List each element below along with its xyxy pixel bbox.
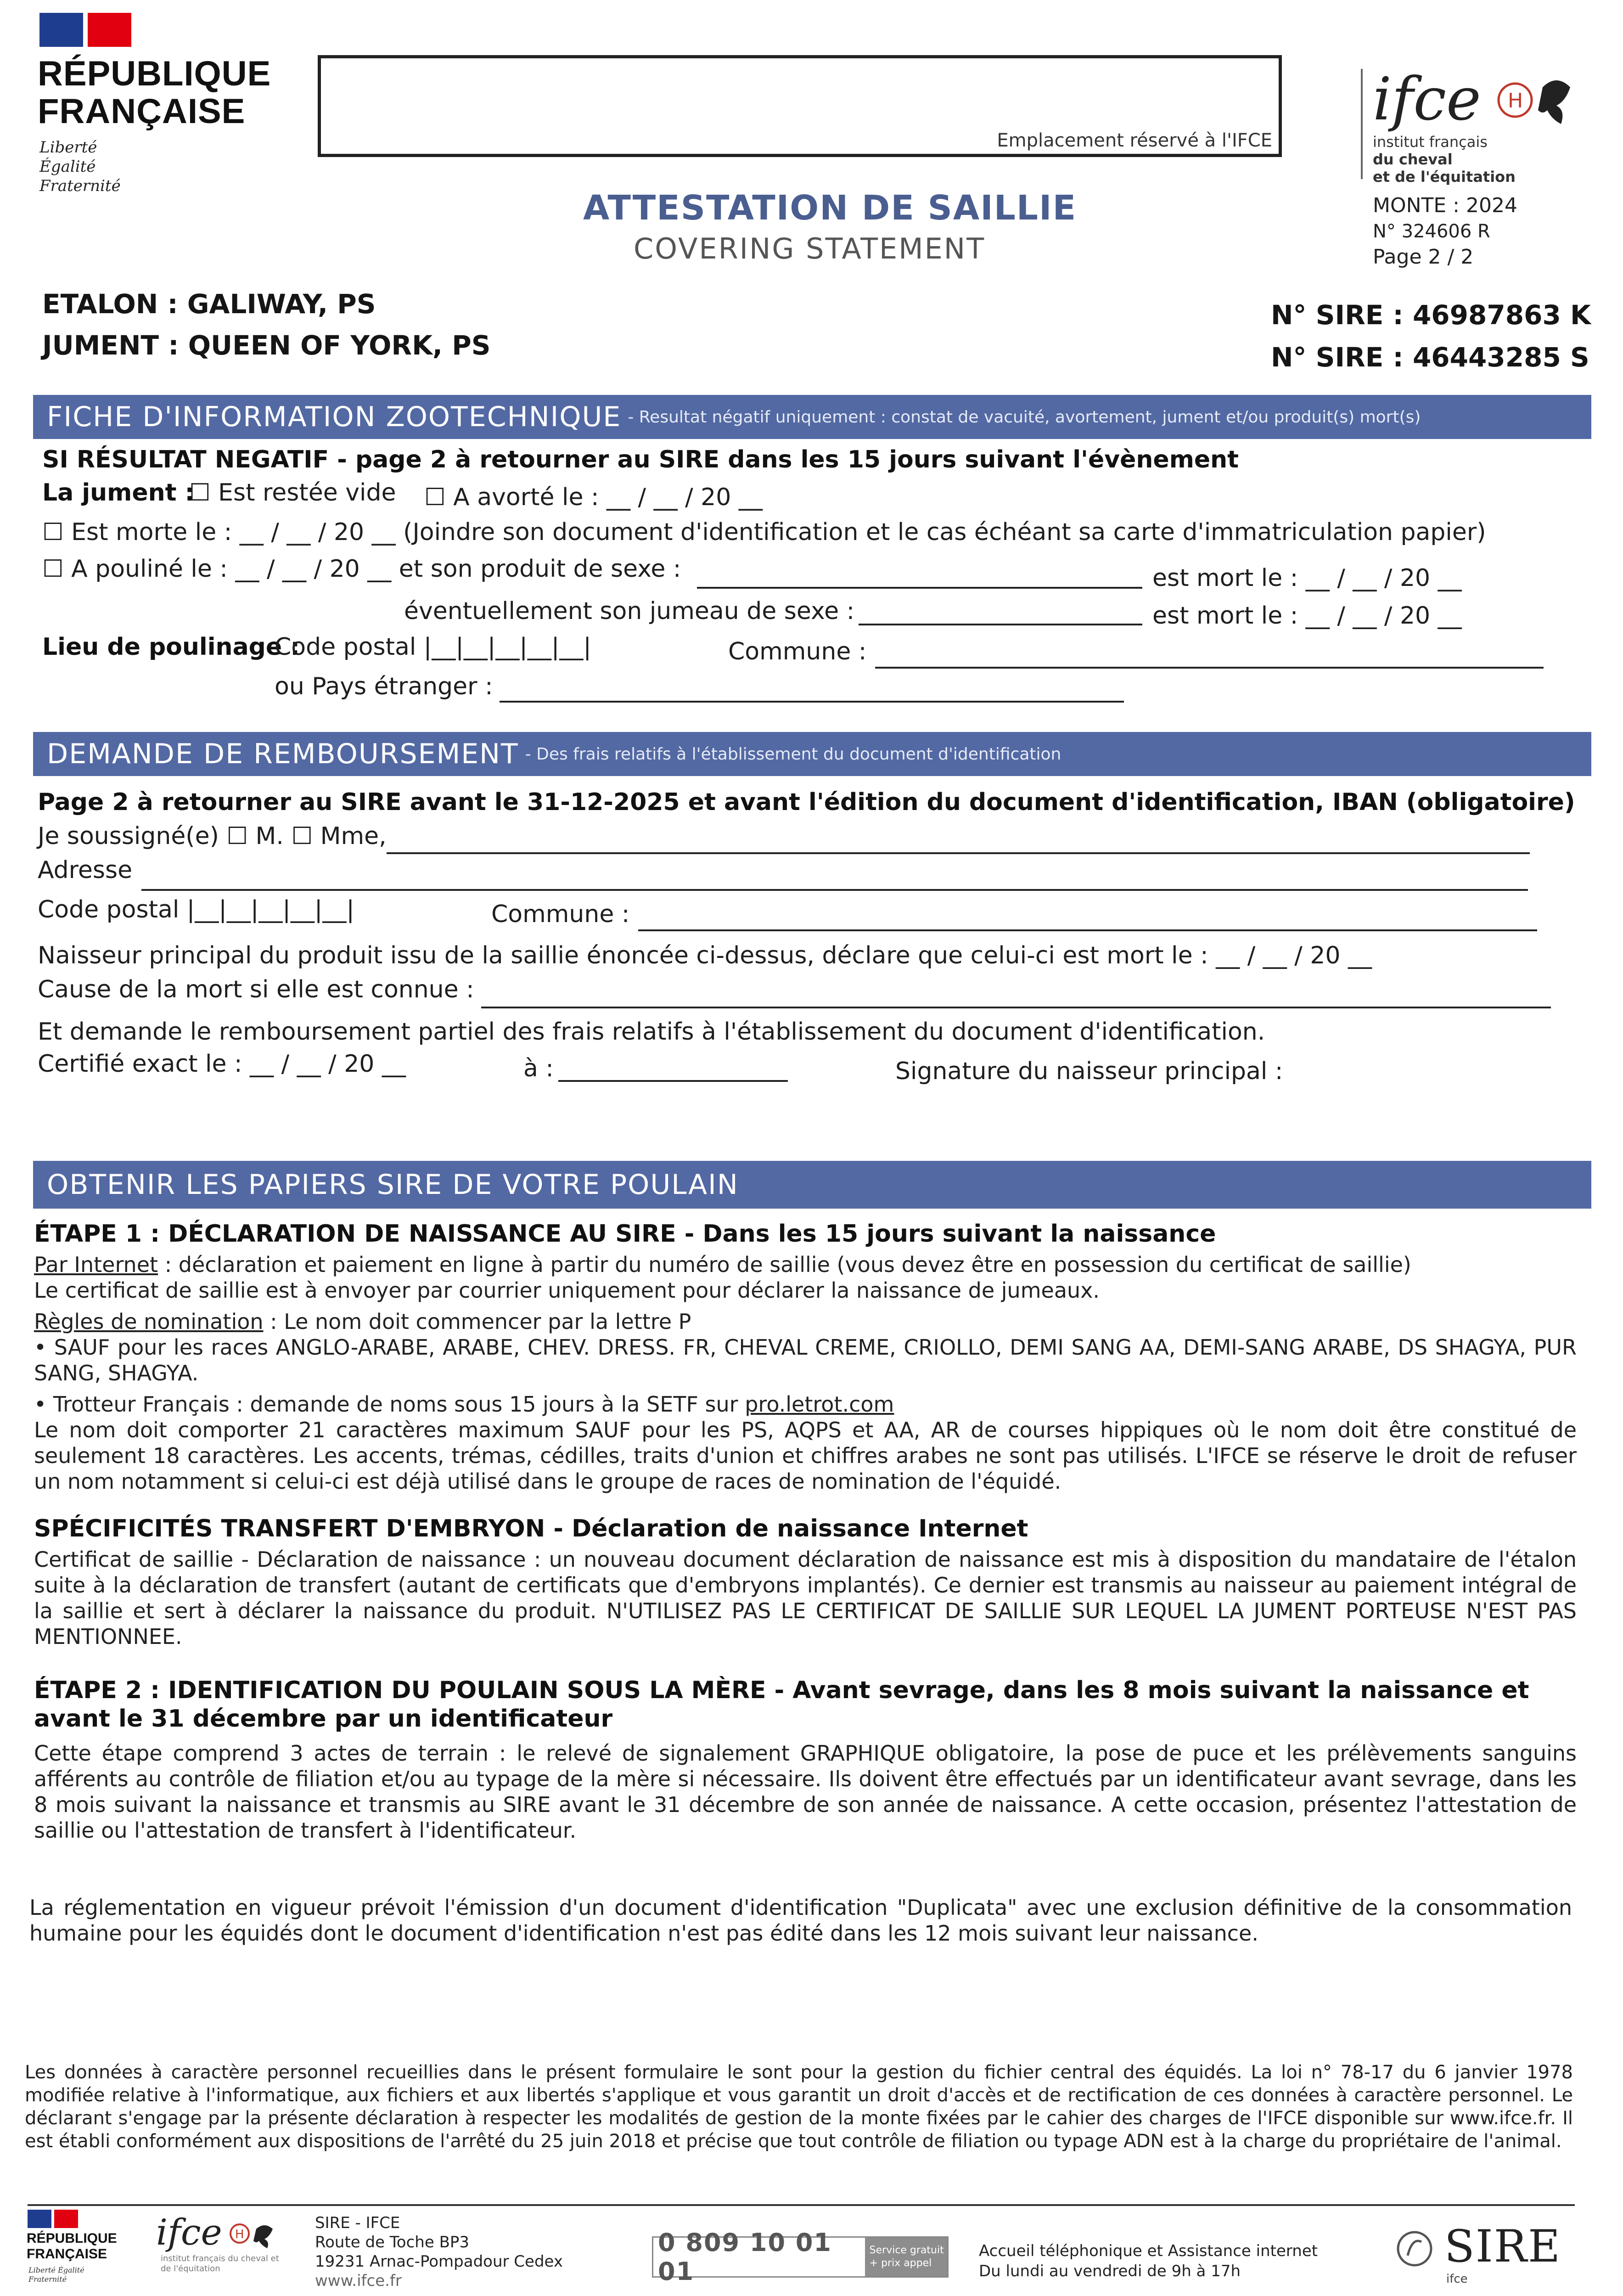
letrot-link[interactable]: pro.letrot.com — [745, 1392, 894, 1417]
footer-ifce-emblem — [229, 2221, 279, 2248]
cause-mort-label: Cause de la mort si elle est connue : — [38, 976, 474, 1003]
jument-name: JUMENT : QUEEN OF YORK, PS — [42, 330, 491, 361]
trotteur-text: • Trotteur Français : demande de noms sous 15 jours à la SETF sur — [34, 1392, 745, 1417]
footer-address-line-1: SIRE - IFCE — [315, 2214, 400, 2232]
footer-sire-emblem — [1394, 2228, 1435, 2269]
lieu-commune-label: Commune : — [728, 638, 867, 665]
fiche-bar-subtitle: - Resultat négatif uniquement : constat de vacuité, avortement, jument et/ou produit(s) mort(s) — [628, 407, 1421, 427]
footer-address-line-2: Route de Toche BP3 — [315, 2233, 470, 2251]
fiche-section-bar — [33, 395, 1591, 439]
legal-notice: Les données à caractère personnel recueillies dans le présent formulaire le sont pour la gestion du fichier central des équidés. La loi n° 78-17 du 6 janvier 1978 modifiée relative à l'informatique, aux fichiers et aux libertés s'applique et vous garantit un droit d'accès et de rectification de ces données à caractère personnel. Le déclarant s'engage par la présente déclaration à respecter les modalités de gestion de la monte fixées par le cahier des charges de l'IFCE disponible sur www.ifce.fr. Il est établi conformément aux dispositions de l'arrêté du 25 juin 2018 et précise que tout contrôle de filiation ou typage ADN est à la charge du propriétaire de l'animal. — [25, 2062, 1573, 2152]
soussigne-line[interactable] — [387, 852, 1530, 854]
etape2-text: Cette étape comprend 3 actes de terrain : le relevé de signalement GRAPHIQUE obligatoire, la pose de puce et les prélèvements sanguins afférents au contrôle de filiation et/ou au typage de la mère si nécessaire. Ils doivent être effectués par un identificateur avant sevrage, dans les 8 mois suivant la naissance et transmis au SIRE avant le 31 décembre de son année de naissance. A cette occasion, présentez l'attestation de saillie ou l'attestation de transfert à l'identificateur. — [34, 1741, 1577, 1843]
footer-motto: Liberté Égalité Fraternité — [28, 2266, 84, 2284]
republique-motto — [39, 138, 121, 196]
footer-rule — [28, 2204, 1575, 2206]
page-title: ATTESTATION DE SAILLIE — [583, 188, 1077, 228]
footer-sire-sub: ifce — [1446, 2272, 1468, 2286]
jumeau-mort-le[interactable]: est mort le : __ / __ / 20 __ — [1152, 602, 1462, 630]
certifie-a-label: à : — [523, 1055, 554, 1082]
footer-sire-logo: SIRE — [1444, 2221, 1561, 2272]
option-avorte[interactable]: ☐ A avorté le : __ / __ / 20 __ — [424, 484, 763, 511]
cause-mort-line[interactable] — [481, 1007, 1551, 1008]
footer-accueil-line-2: Du lundi au vendredi de 9h à 17h — [979, 2262, 1241, 2280]
transfert-heading: SPÉCIFICITÉS TRANSFERT D'EMBRYON - Déclaration de naissance Internet — [34, 1515, 1028, 1542]
lieu-poulinage-label: Lieu de poulinage : — [42, 633, 300, 661]
ifce-sub-line-3: et de l'équitation — [1373, 168, 1516, 186]
footer-phone-number[interactable]: 0 809 10 01 01 — [658, 2228, 832, 2286]
monte-year: MONTE : 2024 — [1373, 194, 1517, 217]
adresse-label: Adresse — [38, 856, 133, 884]
footer-ifce-sub: institut français du cheval et de l'équitation — [161, 2254, 279, 2273]
monte-number: N° 324606 R — [1373, 221, 1490, 242]
produit-sexe-line[interactable] — [697, 587, 1142, 589]
transfert-text: Certificat de saillie - Déclaration de naissance : un nouveau document déclaration de naissance est mis à disposition du mandataire de l'étalon suite à la déclaration de transfert (autant de certificats que d'embryons implantés). Ce dernier est transmis au naisseur au paiement intégral de la saillie et sert à déclarer la naissance du produit. N'UTILISEZ PAS LE CERTIFICAT DE SAILLIE SUR LEQUEL LA JUMENT PORTEUSE N'EST PAS MENTIONNEE. — [34, 1547, 1577, 1649]
remboursement-heading: Page 2 à retourner au SIRE avant le 31-12-2025 et avant l'édition du document d'identification, IBAN (obligatoire) — [38, 788, 1575, 816]
jument-label: La jument : — [42, 479, 195, 506]
page-subtitle: COVERING STATEMENT — [634, 232, 986, 265]
jumeau-label: éventuellement son jumeau de sexe : — [404, 597, 855, 625]
trotteur-block — [34, 1391, 1577, 1417]
marianne-flag-logo — [39, 13, 131, 47]
produit-mort-le[interactable]: est mort le : __ / __ / 20 __ — [1152, 564, 1462, 592]
footer-phone-badge — [865, 2238, 947, 2276]
footer-ifce-logo: ifce — [156, 2212, 222, 2253]
footer-accueil-line-1: Accueil téléphonique et Assistance internet — [979, 2242, 1318, 2260]
jumeau-sexe-line[interactable] — [859, 624, 1142, 625]
ifce-logo-text: ifce — [1373, 65, 1481, 134]
motto-egalite: Égalité — [39, 158, 96, 176]
papiers-section-bar — [33, 1161, 1591, 1209]
footer-republique: RÉPUBLIQUE FRANÇAISE — [27, 2231, 117, 2262]
sire-etalon: N° SIRE : 46987863 K — [1271, 299, 1591, 331]
etalon-name: ETALON : GALIWAY, PS — [42, 288, 376, 320]
remb-commune-line[interactable] — [638, 929, 1537, 931]
certifie-a-line[interactable] — [558, 1080, 788, 1082]
regles-label: Règles de nomination — [34, 1309, 264, 1334]
footer-address-line-3: 19231 Arnac-Pompadour Cedex — [315, 2252, 563, 2271]
motto-liberte: Liberté — [39, 138, 97, 157]
reserved-label: Emplacement réservé à l'IFCE — [997, 130, 1272, 151]
remb-code-postal[interactable]: Code postal |__|__|__|__|__| — [38, 896, 354, 923]
pays-etranger-label: ou Pays étranger : — [275, 673, 493, 700]
par-internet-block — [34, 1252, 1577, 1277]
fiche-bar-title: FICHE D'INFORMATION ZOOTECHNIQUE — [47, 401, 622, 433]
etape2-heading: ÉTAPE 2 : IDENTIFICATION DU POULAIN SOUS LA MÈRE - Avant sevrage, dans les 8 mois suivant la naissance et avant le 31 décembre par un identificateur — [34, 1677, 1529, 1733]
option-est-morte[interactable]: ☐ Est morte le : __ / __ / 20 __ (Joindre son document d'identification et le cas échéant sa carte d'immatriculation papier) — [42, 518, 1486, 546]
sire-jument: N° SIRE : 46443285 S — [1271, 342, 1589, 373]
signature-label: Signature du naisseur principal : — [895, 1058, 1283, 1085]
svg-text:H: H — [235, 2228, 244, 2241]
par-internet-label: Par Internet — [34, 1252, 158, 1277]
soussigne-label[interactable]: Je soussigné(e) ☐ M. ☐ Mme, — [38, 822, 387, 850]
ifce-subtitle — [1373, 133, 1516, 186]
etape1-heading: ÉTAPE 1 : DÉCLARATION DE NAISSANCE AU SIRE - Dans les 15 jours suivant la naissance — [34, 1220, 1216, 1248]
naisseur-declaration[interactable]: Naisseur principal du produit issu de la saillie énoncée ci-dessus, déclare que celui-ci est mort le : __ / __ / 20 __ — [38, 942, 1372, 969]
option-pouline[interactable]: ☐ A pouliné le : __ / __ / 20 __ et son produit de sexe : — [42, 555, 681, 583]
footer-website[interactable]: www.ifce.fr — [315, 2272, 402, 2290]
papiers-bar-title: OBTENIR LES PAPIERS SIRE DE VOTRE POULAIN — [47, 1169, 739, 1201]
pays-etranger-line[interactable] — [500, 701, 1124, 703]
demande-remboursement-text: Et demande le remboursement partiel des frais relatifs à l'établissement du document d'identification. — [38, 1018, 1265, 1046]
phone-badge-line-1: Service gratuit — [869, 2245, 944, 2256]
footer-phone-box — [652, 2228, 949, 2286]
fiche-heading: SI RÉSULTAT NEGATIF - page 2 à retourner au SIRE dans les 15 jours suivant l'évènement — [42, 446, 1239, 473]
certifie-exact-le[interactable]: Certifié exact le : __ / __ / 20 __ — [38, 1050, 406, 1078]
footer-marianne-flag — [28, 2210, 78, 2228]
nom-regles-text: Le nom doit comporter 21 caractères maximum SAUF pour les PS, AQPS et AA, AR de courses hippiques où le nom doit être constitué de seulement 18 caractères. Les accents, trémas, cédilles, traits d'union et chiffres arabes ne sont pas utilisés. L'IFCE se réserve le droit de refuser un nom notamment si celui-ci est déjà utilisé dans le groupe de races de nomination de l'équidé. — [34, 1418, 1577, 1494]
remboursement-bar-subtitle: - Des frais relatifs à l'établissement du document d'identification — [525, 744, 1061, 764]
republique-francaise-title: RÉPUBLIQUE FRANÇAISE — [38, 54, 271, 131]
par-internet-text: : déclaration et paiement en ligne à partir du numéro de saillie (vous devez être en possession du certificat de saillie) — [158, 1252, 1411, 1277]
remb-commune-label: Commune : — [491, 900, 630, 928]
option-restee-vide[interactable]: ☐ Est restée vide — [189, 479, 396, 506]
adresse-line[interactable] — [141, 889, 1528, 891]
regles-text: : Le nom doit commencer par la lettre P — [263, 1309, 691, 1334]
ifce-reserved-box — [318, 55, 1282, 157]
remboursement-bar-title: DEMANDE DE REMBOURSEMENT — [47, 738, 519, 770]
page-number: Page 2 / 2 — [1373, 245, 1474, 269]
footer-address — [315, 2213, 563, 2290]
remboursement-section-bar — [33, 732, 1591, 776]
svg-text:H: H — [1508, 89, 1523, 113]
reglementation-text: La réglementation en vigueur prévoit l'émission d'un document d'identification "Duplicata" avec une exclusion définitive de la consommation humaine pour les équidés dont le document d'identification n'est pas édité dans les 12 mois suivant leur naissance. — [29, 1895, 1572, 1946]
footer-accueil — [979, 2241, 1318, 2281]
monte-info — [1373, 193, 1517, 270]
ifce-sub-line-1: institut français — [1373, 133, 1488, 151]
ifce-sub-line-2: du cheval — [1373, 151, 1453, 168]
lieu-commune-line[interactable] — [875, 667, 1544, 669]
phone-badge-line-2: + prix appel — [869, 2257, 932, 2269]
lieu-code-postal[interactable]: Code postal |__|__|__|__|__| — [275, 633, 591, 661]
motto-fraternite: Fraternité — [39, 177, 121, 195]
sauf-races-text: • SAUF pour les races ANGLO-ARABE, ARABE, CHEV. DRESS. FR, CHEVAL CREME, CRIOLLO, DEMI SANG AA, DEMI-SANG ARABE, DS SHAGYA, PUR SANG, SHAGYA. — [34, 1335, 1577, 1385]
certificat-text: Le certificat de saillie est à envoyer par courrier uniquement pour déclarer la naissance de jumeaux. — [34, 1278, 1100, 1303]
regles-block — [34, 1309, 1577, 1334]
